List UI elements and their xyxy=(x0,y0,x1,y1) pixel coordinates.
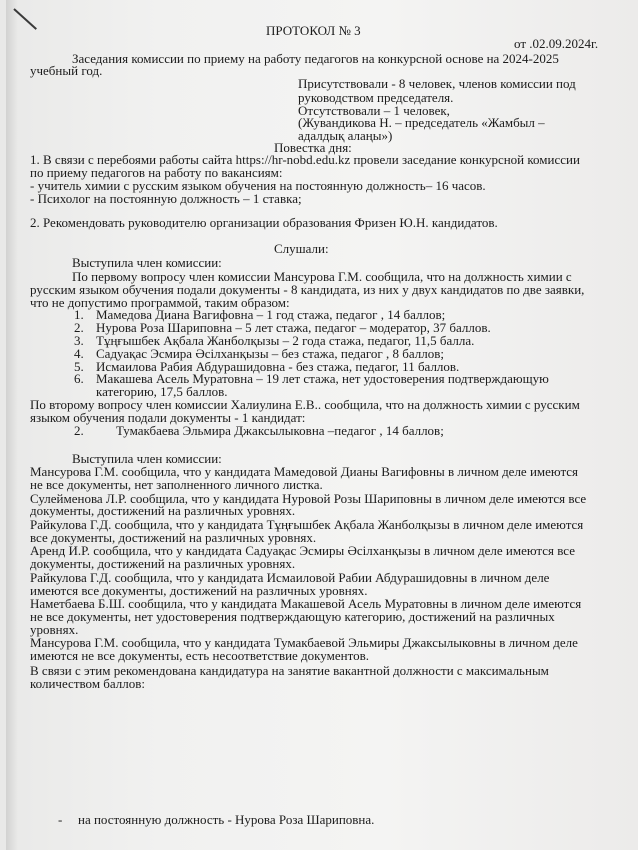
first-question-line-2: русским языком обучения подали документы - 8 кандидата, из них у двух кандидатов по две заявки, xyxy=(30,282,585,297)
member-statement-line: имеются не все документы, есть несоответствие документов. xyxy=(30,648,369,663)
heard-heading: Слушали: xyxy=(274,241,329,256)
member-statement-line: документы, достижений на различных уровнях. xyxy=(30,503,296,518)
member-statement-line: Аренд И.Р. сообщила, что у кандидата Садуақас Эсмиры Әсілханқызы в личном деле имеются все xyxy=(30,543,576,558)
intro-line-2: учебный год. xyxy=(30,63,103,78)
member-statement-line: не все документы, нет заполненного личного листка. xyxy=(30,477,323,492)
member-statement-line: Райкулова Г.Д. сообщила, что у кандидата Тұңғышбек Ақбала Жанболқызы в личном деле имеются xyxy=(30,517,584,532)
member-statement-line: все документы, достижений на различных уровнях. xyxy=(30,530,317,545)
member-statement-line: Мансурова Г.М. сообщила, что у кандидата Мамедовой Дианы Вагифовны в личном деле имеются xyxy=(30,464,579,479)
attendance-line-5: адалдық алаңы») xyxy=(298,128,393,143)
agenda-line-1: 1. В связи с перебоями работы сайта https://hr-nobd.edu.kz провели заседание конкурсной комиссии xyxy=(30,152,580,167)
candidate-number: 4. xyxy=(74,346,84,361)
agenda-line-3: - учитель химии с русским языком обучения на постоянную должность– 16 часов. xyxy=(30,178,486,193)
candidate-entry: Макашева Асель Муратовна – 19 лет стажа, нет удостоверения подтверждающую xyxy=(96,371,549,386)
agenda-heading: Повестка дня: xyxy=(274,140,352,155)
agenda-line-5: 2. Рекомендовать руководителю организации образования Фризен Ю.Н. кандидатов. xyxy=(30,215,498,230)
attendance-line-1: Присутствовали - 8 человек, членов комиссии под xyxy=(298,76,576,91)
attendance-line-2: руководством председателя. xyxy=(298,90,454,105)
agenda-line-2: по приему педагогов на работу по вакансиям: xyxy=(30,165,283,180)
candidate-number: 3. xyxy=(74,333,84,348)
recommendation-line-1: В связи с этим рекомендована кандидатура на занятие вакантной должности с максимальным xyxy=(30,663,549,678)
candidate-entry-continued: категорию, 17,5 баллов. xyxy=(96,384,228,399)
member-statement-line: Сулейменова Л.Р. сообщила, что у кандидата Нуровой Розы Шариповны в личном деле имеются все xyxy=(30,491,587,506)
candidate-number: 2. xyxy=(74,320,84,335)
first-question-line-1: По первому вопросу член комиссии Мансурова Г.М. сообщила, что на должность химии с xyxy=(72,269,572,284)
second-candidate-number: 2. xyxy=(74,423,84,438)
candidate-entry: Исмаилова Рабия Абдурашидовна - без стажа, педагог, 11 баллов. xyxy=(96,359,460,374)
members-heading: Выступила член комиссии: xyxy=(72,451,222,466)
final-dash: - xyxy=(58,812,63,827)
page-edge-shadow xyxy=(6,0,18,850)
agenda-line-4: - Психолог на постоянную должность – 1 ставка; xyxy=(30,191,302,206)
protocol-title: ПРОТОКОЛ № 3 xyxy=(266,23,361,38)
candidate-number: 5. xyxy=(74,359,84,374)
recommendation-line-2: количеством баллов: xyxy=(30,676,146,691)
candidate-number: 6. xyxy=(74,371,84,386)
member-statement-line: имеются все документы, достижений на различных уровнях. xyxy=(30,583,368,598)
attendance-line-4: (Жувандикова Н. – председатель «Жамбыл – xyxy=(298,115,545,130)
final-line: на постоянную должность - Нурова Роза Шариповна. xyxy=(78,812,375,827)
candidate-entry: Тұңғышбек Ақбала Жанболқызы – 2 года стажа, педагог, 11,5 балла. xyxy=(96,333,475,348)
protocol-date: от .02.09.2024г. xyxy=(514,36,599,51)
member-statement-line: Мансурова Г.М. сообщила, что у кандидата Тумакбаевой Эльмиры Джаксылыковны в личном деле xyxy=(30,635,578,650)
intro-line-1: Заседания комиссии по приему на работу педагогов на конкурсной основе на 2024-2025 xyxy=(72,51,559,66)
second-candidate-entry: Тумакбаева Эльмира Джаксылыковна –педагог , 14 баллов; xyxy=(116,423,444,438)
member-statement-line: уровнях. xyxy=(30,622,79,637)
candidate-entry: Садуақас Эсмира Әсілханқызы – без стажа, педагог , 8 баллов; xyxy=(96,346,444,361)
heard-speaker: Выступила член комиссии: xyxy=(72,255,222,270)
first-question-line-3: что не допустимо программой, таким образом: xyxy=(30,295,290,310)
second-question-line-2: языком обучения подали документы - 1 кандидат: xyxy=(30,410,306,425)
candidate-entry: Нурова Роза Шариповна – 5 лет стажа, педагог – модератор, 37 баллов. xyxy=(96,320,491,335)
member-statement-line: не все документы, нет удостоверения подтверждающую категорию, достижений на различных xyxy=(30,609,555,624)
attendance-line-3: Отсутствовали – 1 человек, xyxy=(298,103,450,118)
second-question-line-1: По второму вопросу член комиссии Халиулина Е.В.. сообщила, что на должность химии с русским xyxy=(30,397,580,412)
member-statement-line: Наметбаева Б.Ш. сообщила, что у кандидата Макашевой Асель Муратовны в личном деле имеются xyxy=(30,596,582,611)
candidate-entry: Мамедова Диана Вагифовна – 1 год стажа, педагог , 14 баллов; xyxy=(96,307,446,322)
member-statement-line: документы, достижений на различных уровнях. xyxy=(30,556,296,571)
member-statement-line: Райкулова Г.Д. сообщила, что у кандидата Исмаиловой Рабии Абдурашидовны в личном деле xyxy=(30,570,550,585)
candidate-number: 1. xyxy=(74,307,84,322)
